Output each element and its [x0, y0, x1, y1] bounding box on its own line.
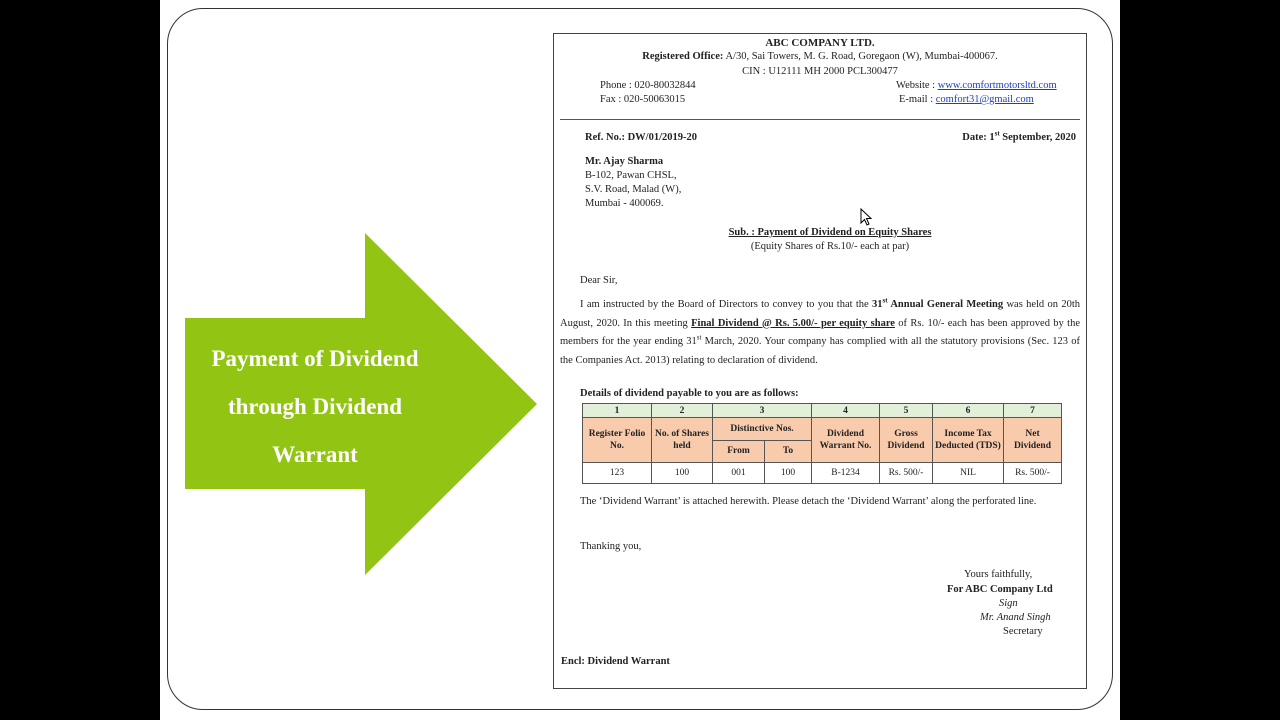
- body-paragraph: [560, 296, 1080, 370]
- column-number: 3: [713, 404, 812, 418]
- closing-company: For ABC Company Ltd: [947, 584, 1053, 595]
- arrow-caption-line: Payment of Dividend: [211, 346, 419, 371]
- slide: [160, 0, 1120, 720]
- column-number: 5: [880, 404, 933, 418]
- recipient-address-line: Mumbai - 400069.: [585, 198, 664, 209]
- reference-number: Ref. No.: DW/01/2019-20: [585, 132, 697, 143]
- column-number: 2: [652, 404, 713, 418]
- body-text: March, 2020. Your company has complied with all the statutory provisions (Sec. 123 of the Companies Act. 2013) relating to declaration of dividend.: [560, 336, 1080, 366]
- agm-number: 31: [872, 299, 883, 310]
- final-dividend-text: Final Dividend @ Rs. 5.00/- per equity share: [691, 317, 895, 329]
- recipient-address-line: B-102, Pawan CHSL,: [585, 170, 677, 181]
- header-divider: [560, 119, 1080, 120]
- column-number: 6: [933, 404, 1004, 418]
- website-line: [896, 80, 1057, 91]
- subject-line: Sub. : Payment of Dividend on Equity Shares: [728, 227, 932, 238]
- recipient-address-line: S.V. Road, Malad (W),: [585, 184, 682, 195]
- date-suffix: September, 2020: [999, 132, 1076, 143]
- signature-placeholder: Sign: [999, 598, 1018, 609]
- table-header-row: [583, 418, 1062, 441]
- cell-from: 001: [713, 463, 765, 484]
- salutation: Dear Sir,: [580, 275, 618, 286]
- agm-label: Annual General Meeting: [887, 299, 1004, 310]
- registered-office-address: A/30, Sai Towers, M. G. Road, Goregaon (W), Mumbai-400067.: [725, 51, 998, 62]
- details-heading: Details of dividend payable to you are as follows:: [580, 388, 799, 399]
- enclosure-line: Encl: Dividend Warrant: [561, 656, 670, 667]
- header-register-folio: Register Folio No.: [583, 418, 652, 463]
- arrow-caption-line: Warrant: [272, 442, 358, 467]
- subject-subline: (Equity Shares of Rs.10/- each at par): [750, 241, 910, 252]
- header-from: From: [713, 440, 765, 463]
- arrow-caption-line: through Dividend: [227, 394, 403, 419]
- header-tds: Income Tax Deducted (TDS): [933, 418, 1004, 463]
- company-name: ABC COMPANY LTD.: [765, 37, 875, 49]
- cell-shares: 100: [652, 463, 713, 484]
- cell-warrant: B-1234: [812, 463, 880, 484]
- cell-net: Rs. 500/-: [1004, 463, 1062, 484]
- email-link[interactable]: comfort31@gmail.com: [935, 94, 1034, 105]
- column-number: 4: [812, 404, 880, 418]
- website-link[interactable]: www.comfortmotorsltd.com: [937, 80, 1057, 91]
- cell-gross: Rs. 500/-: [880, 463, 933, 484]
- phone-number: Phone : 020-80032844: [600, 80, 696, 91]
- cin-number: CIN : U12111 MH 2000 PCL300477: [742, 66, 898, 77]
- arrow-caption: [190, 335, 440, 479]
- thanks-line: Thanking you,: [580, 541, 642, 552]
- fax-number: Fax : 020-50063015: [600, 94, 686, 105]
- date-ordinal: st: [696, 333, 702, 342]
- header-gross-dividend: Gross Dividend: [880, 418, 933, 463]
- website-label: Website :: [896, 80, 936, 91]
- attachment-paragraph: The ‘Dividend Warrant’ is attached herewith. Please detach the ‘Dividend Warrant’ along the perforated line.: [580, 496, 1037, 507]
- header-warrant-no: Dividend Warrant No.: [812, 418, 880, 463]
- cell-folio: 123: [583, 463, 652, 484]
- header-shares-held: No. of Shares held: [652, 418, 713, 463]
- header-distinctive-nos: Distinctive Nos.: [713, 418, 812, 441]
- email-line: [899, 94, 1034, 105]
- closing-yours: Yours faithfully,: [964, 569, 1033, 580]
- letter-date: [962, 129, 1076, 143]
- cell-to: 100: [765, 463, 812, 484]
- registered-office: [554, 51, 1086, 62]
- body-text: of Rs. 10/- each has been approved by the members for the year ending 31: [560, 317, 1080, 348]
- registered-office-label: Registered Office:: [642, 51, 724, 62]
- date-prefix: Date: 1: [962, 132, 995, 143]
- header-net-dividend: Net Dividend: [1004, 418, 1062, 463]
- table-row: [583, 463, 1062, 484]
- email-label: E-mail :: [899, 94, 934, 105]
- recipient-name: Mr. Ajay Sharma: [585, 156, 664, 167]
- signatory-name: Mr. Anand Singh: [980, 612, 1051, 623]
- dividend-letter: [553, 33, 1087, 689]
- cell-tds: NIL: [933, 463, 1004, 484]
- signatory-designation: Secretary: [1003, 626, 1043, 637]
- column-number: 1: [583, 404, 652, 418]
- table-number-row: [583, 404, 1062, 418]
- body-text: was held on 20th August, 2020. In this meeting: [560, 299, 1080, 329]
- dividend-table: [582, 403, 1062, 484]
- date-ordinal: st: [994, 129, 1000, 138]
- agm-ordinal: st: [882, 296, 888, 305]
- column-number: 7: [1004, 404, 1062, 418]
- agm-text: [872, 296, 1004, 310]
- mouse-cursor-icon: [860, 208, 874, 228]
- body-text: I am instructed by the Board of Directors to convey to you that the: [580, 299, 873, 310]
- header-to: To: [765, 440, 812, 463]
